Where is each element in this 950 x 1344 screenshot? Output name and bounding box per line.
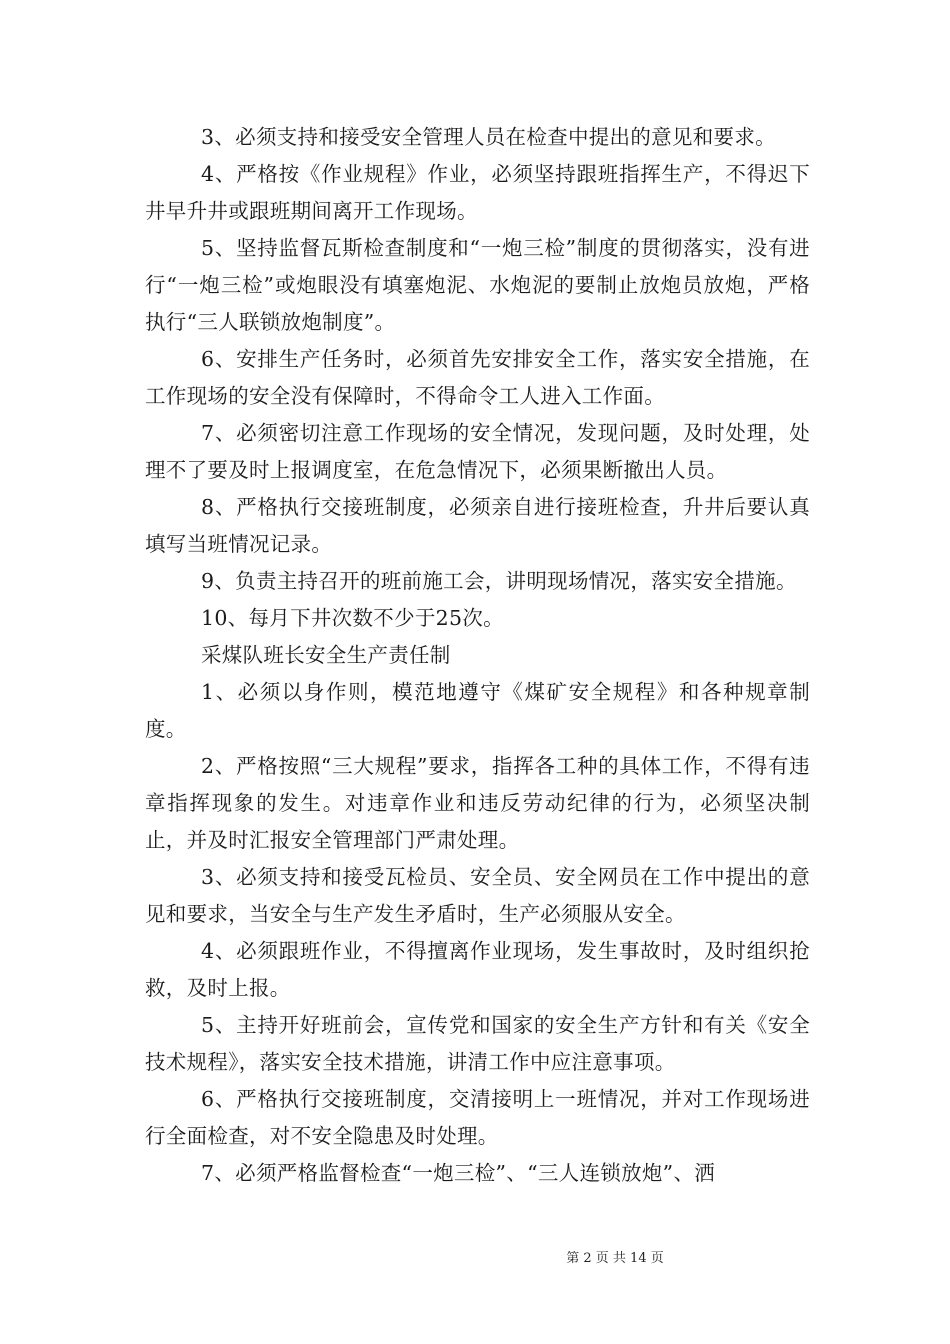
paragraph-14: 6、严格执行交接班制度，交清接明上一班情况，并对工作现场进行全面检查，对不安全隐患及时处理。 <box>145 1087 810 1148</box>
paragraph-3: 5、坚持监督瓦斯检查制度和“一炮三检”制度的贯彻落实，没有进行“一炮三检”或炮眼没有填塞炮泥、水炮泥的要制止放炮员放炮，严格执行“三人联锁放炮制度”。 <box>145 236 810 334</box>
page-number-footer: 第 2 页 共 14 页 <box>566 1251 664 1266</box>
paragraph-5: 7、必须密切注意工作现场的安全情况，发现问题，及时处理，处理不了要及时上报调度室，在危急情况下，必须果断撤出人员。 <box>145 421 810 482</box>
paragraph-13: 5、主持开好班前会，宣传党和国家的安全生产方针和有关《安全技术规程》，落实安全技术措施，讲清工作中应注意事项。 <box>145 1013 810 1074</box>
paragraph-1: 3、必须支持和接受安全管理人员在检查中提出的意见和要求。 <box>201 125 776 149</box>
paragraph-12: 4、必须跟班作业，不得擅离作业现场，发生事故时，及时组织抢救，及时上报。 <box>145 939 810 1000</box>
paragraph-11: 3、必须支持和接受瓦检员、安全员、安全网员在工作中提出的意见和要求，当安全与生产发生矛盾时，生产必须服从安全。 <box>145 865 810 926</box>
document-body <box>145 119 810 1192</box>
paragraph-4: 6、安排生产任务时，必须首先安排安全工作，落实安全措施，在工作现场的安全没有保障时，不得命令工人进入工作面。 <box>145 347 810 408</box>
section-heading: 采煤队班长安全生产责任制 <box>201 643 451 667</box>
paragraph-6: 8、严格执行交接班制度，必须亲自进行接班检查，升井后要认真填写当班情况记录。 <box>145 495 810 556</box>
paragraph-8: 10、每月下井次数不少于25次。 <box>201 606 504 630</box>
paragraph-2: 4、严格按《作业规程》作业，必须坚持跟班指挥生产，不得迟下井早升井或跟班期间离开工作现场。 <box>145 162 810 223</box>
paragraph-9: 1、必须以身作则，模范地遵守《煤矿安全规程》和各种规章制度。 <box>145 680 810 741</box>
paragraph-15: 7、必须严格监督检查“一炮三检”、“三人连锁放炮”、洒 <box>201 1161 716 1185</box>
paragraph-10: 2、严格按照“三大规程”要求，指挥各工种的具体工作，不得有违章指挥现象的发生。对违章作业和违反劳动纪律的行为，必须坚决制止，并及时汇报安全管理部门严肃处理。 <box>145 754 810 852</box>
paragraph-7: 9、负责主持召开的班前施工会，讲明现场情况，落实安全措施。 <box>201 569 797 593</box>
